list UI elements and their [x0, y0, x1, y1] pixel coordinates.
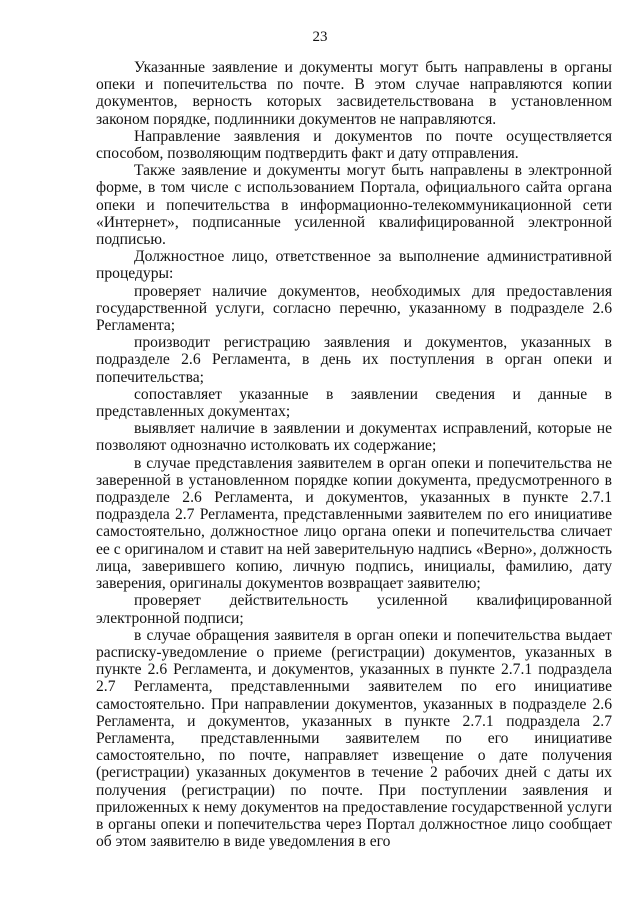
paragraph: выявляет наличие в заявлении и документах исправлений, которые не позволяют однозначно истолковать их содержание; [96, 420, 612, 455]
document-body [96, 59, 612, 850]
paragraph: проверяет действительность усиленной квалифицированной электронной подписи; [96, 592, 612, 627]
paragraph: Направление заявления и документов по почте осуществляется способом, позволяющим подтвердить факт и дату отправления. [96, 127, 612, 163]
paragraph: проверяет наличие документов, необходимых для предоставления государственной услуги, согласно перечню, указанному в подразделе 2.6 Регламента; [96, 282, 612, 335]
paragraph: сопоставляет указанные в заявлении сведения и данные в представленных документах; [96, 385, 612, 421]
page-number: 23 [312, 29, 328, 45]
paragraph: в случае обращения заявителя в орган опеки и попечительства выдает расписку-уведомление о приеме (регистрации) документов, указанных в пункте 2.6 Регламента, и документов, указанных в пункте 2.7.1 подраздела 2.7 Регламента, представленными заявителем по его инициативе самостоятельно. При направлении документов, указанных в подразделе 2.6 Регламента, и документов, указанных в пункте 2.7.1 подраздела 2.7 Регламента, представленными заявителем по его инициативе самостоятельно, по почте, направляет извещение о дате получения (регистрации) указанных документов в течение 2 рабочих дней с даты их получения (регистрации) по почте. При поступлении заявления и приложенных к нему документов на предоставление государственной услуги в органы опеки и попечительства через Портал должностное лицо сообщает об этом заявителю в виде уведомления в его [96, 626, 612, 851]
paragraph: Указанные заявление и документы могут быть направлены в органы опеки и попечительства по почте. В этом случае направляются копии документов, верность которых засвидетельствована в установленном законом порядке, подлинники документов не направляются. [96, 59, 612, 128]
paragraph: в случае представления заявителем в орган опеки и попечительства не заверенной в установленном порядке копии документа, предусмотренного в подразделе 2.6 Регламента, и документов, указанных в пункте 2.7.1 подраздела 2.7 Регламента, представленными заявителем по его инициативе самостоятельно, должностное лицо органа опеки и попечительства сличает ее с оригиналом и ставит на ней заверительную надпись «Верно», должность лица, заверившего копию, личную подпись, инициалы, фамилию, дату заверения, оригиналы документов возвращает заявителю; [96, 454, 612, 593]
paragraph: Также заявление и документы могут быть направлены в электронной форме, в том числе с использованием Портала, официального сайта органа опеки и попечительства в информационно-телекоммуникационной сети «Интернет», подписанные усиленной квалифицированной электронной подписью. [96, 162, 612, 249]
paragraph: Должностное лицо, ответственное за выполнение административной процедуры: [96, 248, 612, 283]
paragraph: производит регистрацию заявления и документов, указанных в подразделе 2.6 Регламента, в день их поступления в орган опеки и попечительства; [96, 334, 612, 386]
